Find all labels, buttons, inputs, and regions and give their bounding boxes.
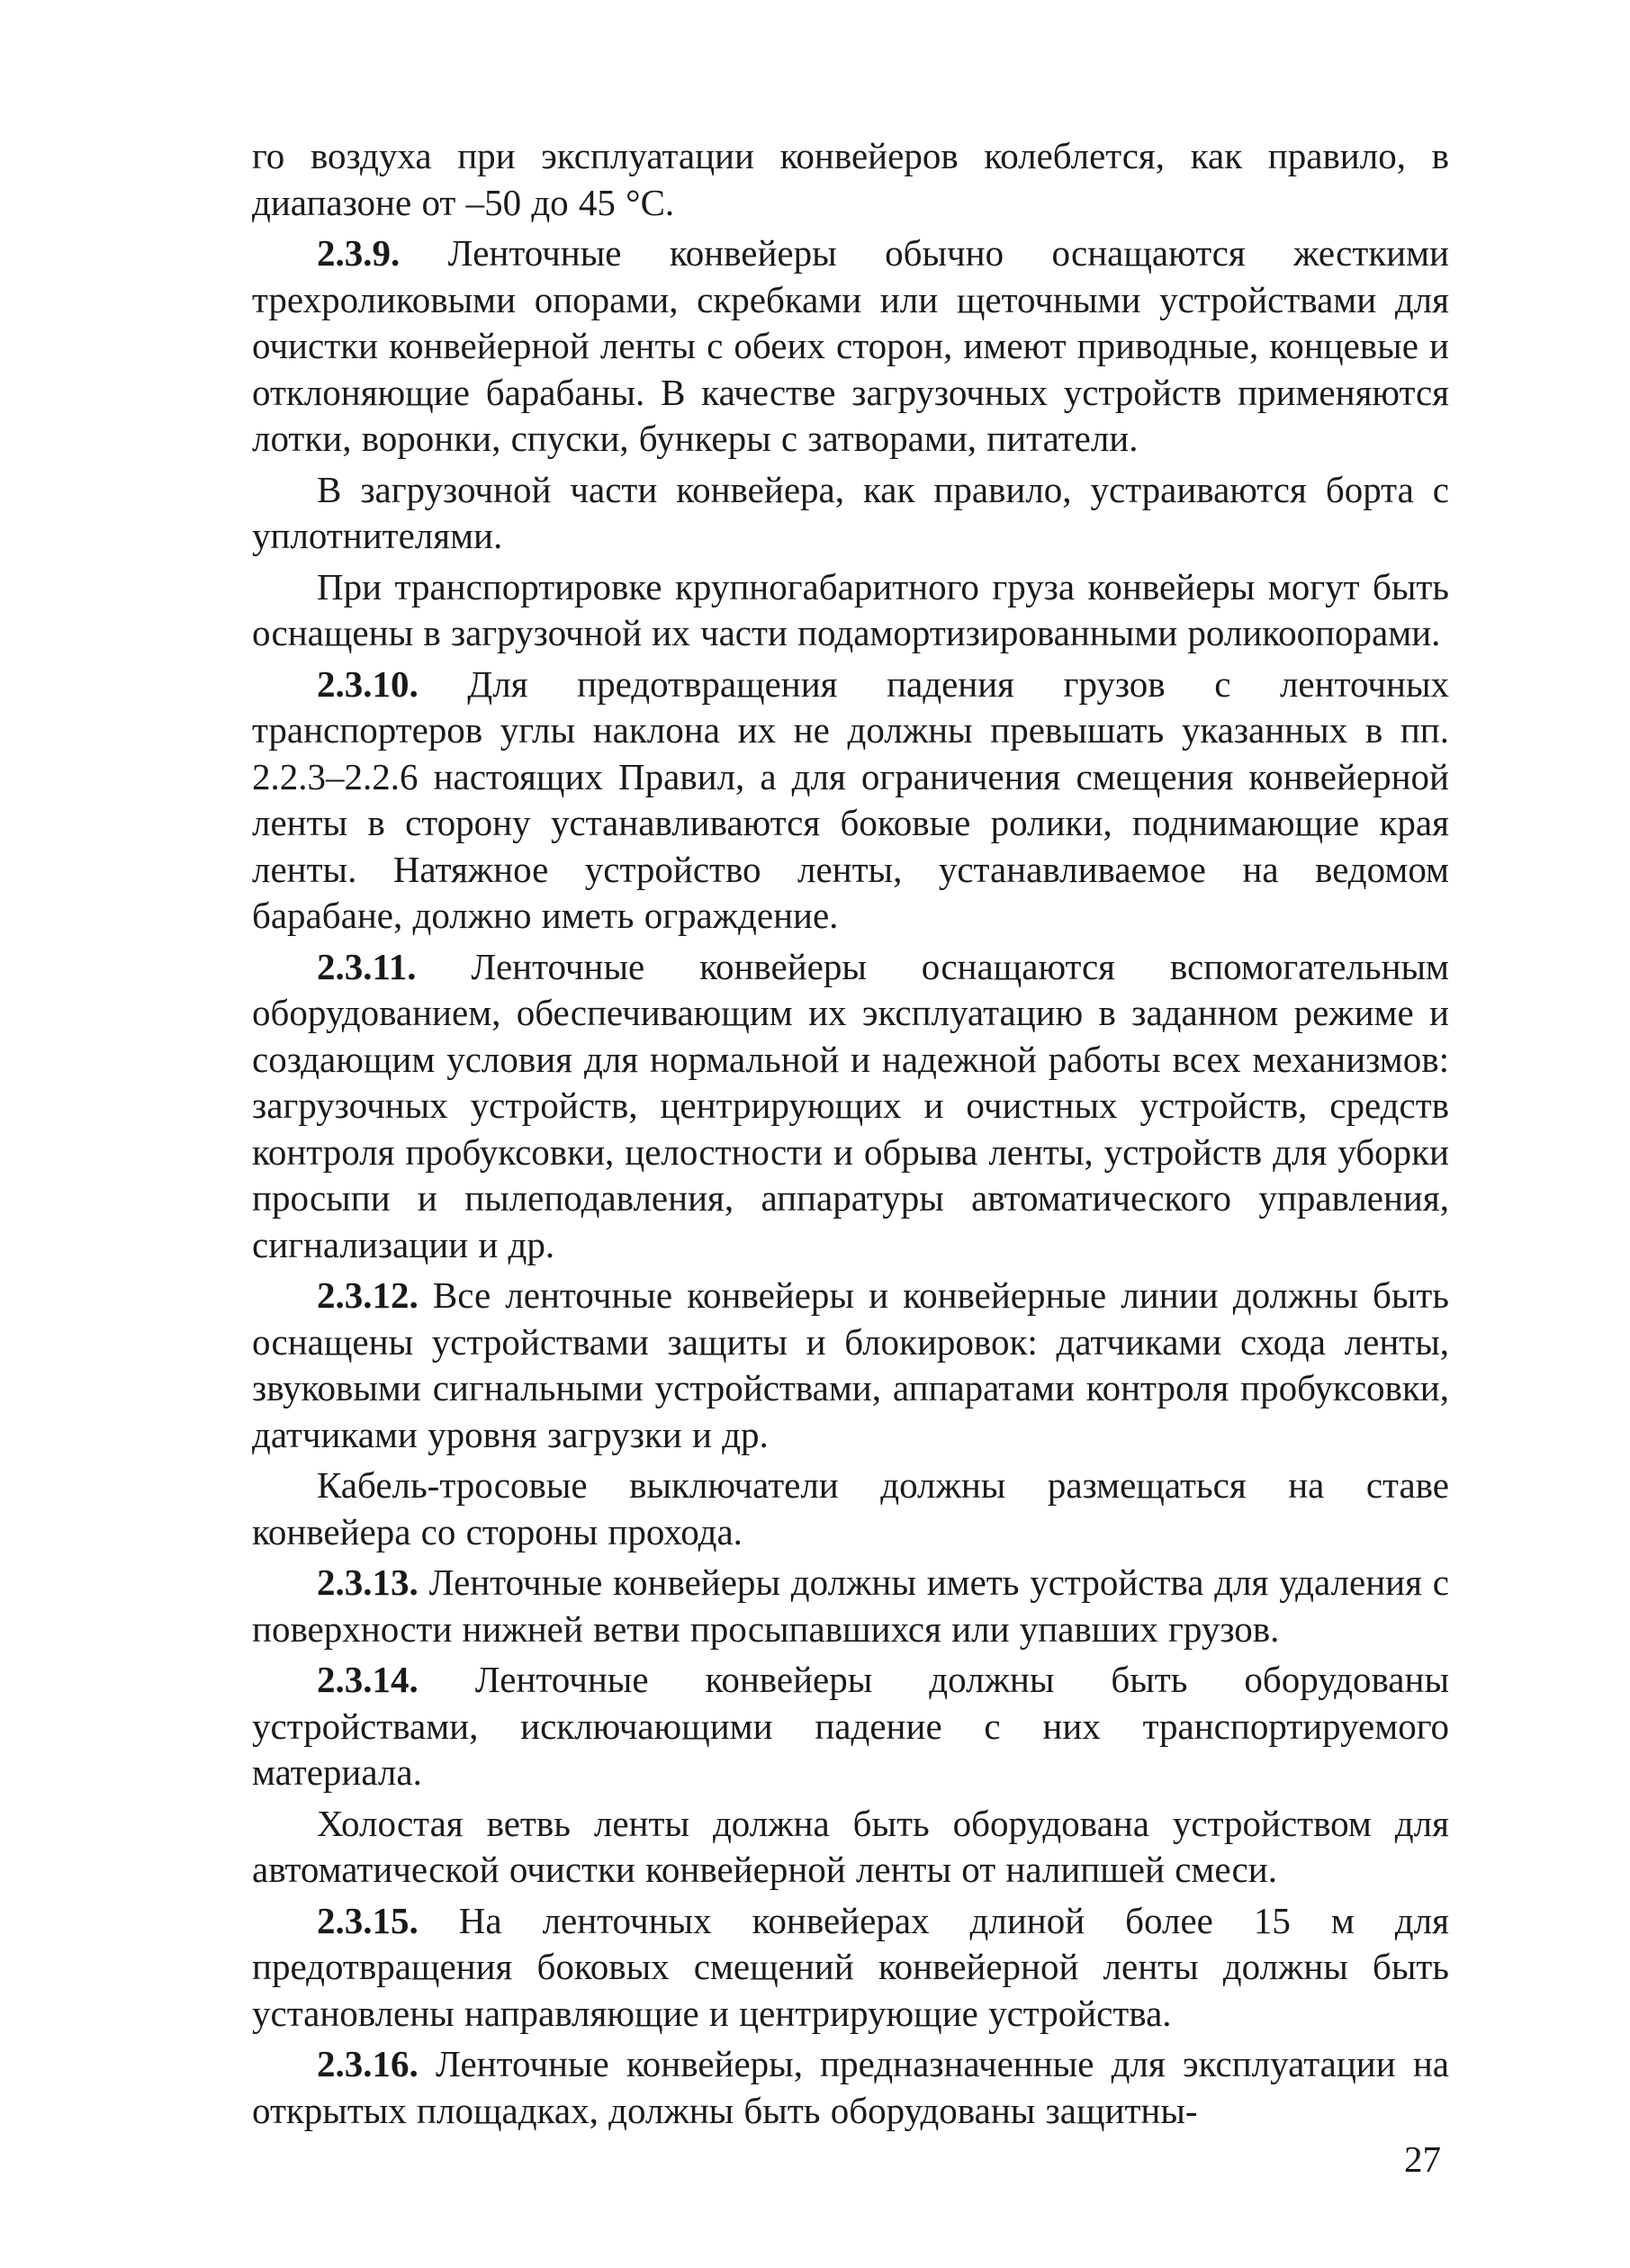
- clause-number: 2.3.16.: [317, 2043, 419, 2084]
- paragraph-2-3-16: [252, 2041, 1449, 2134]
- paragraph-2-3-15: [252, 1898, 1449, 2038]
- paragraph-text: При транспортировке крупногабаритного груза конвейеры могут быть оснащены в загрузочной их части подамортизированными роликоопорами.: [252, 565, 1449, 653]
- paragraph-2-3-10: [252, 662, 1449, 940]
- paragraph-text: На ленточных конвейерах длиной более 15 м для предотвращения боковых смещений конвейерной ленты должны быть установлены направляющие и центрирующие устройства.: [252, 1899, 1449, 2034]
- paragraph-text: Ленточные конвейеры оснащаются вспомогательным оборудованием, обеспечивающим их эксплуатацию в заданном режиме и создающим условия для нормальной и надежной работы всех механизмов: загрузочных устройств, центрирующих и очистных устройств, средств контроля пробуксовки, целостности и обрыва ленты, устройств для уборки просыпи и пылеподавления, аппаратуры автоматического управления, сигнализации и др.: [252, 945, 1449, 1265]
- paragraph-2-3-12: [252, 1273, 1449, 1458]
- paragraph-2-3-11: [252, 944, 1449, 1269]
- clause-number: 2.3.11.: [317, 945, 417, 987]
- paragraph-text: Кабель-тросовые выключатели должны размещаться на ставе конвейера со стороны прохода.: [252, 1464, 1449, 1552]
- clause-number: 2.3.14.: [317, 1659, 419, 1700]
- paragraph-text: Для предотвращения падения грузов с ленточных транспортеров углы наклона их не должны превышать указанных в пп. 2.2.3–2.2.6 настоящих Правил, а для ограничения смещения конвейерной ленты в сторону устанавливаются боковые ролики, поднимающие края ленты. Натяжное устройство ленты, устанавливаемое на ведомом барабане, должно иметь ограждение.: [252, 662, 1449, 936]
- page-number: 27: [1404, 2138, 1441, 2180]
- clause-number: 2.3.10.: [317, 662, 419, 705]
- paragraph-text: го воздуха при эксплуатации конвейеров колеблется, как правило, в диапазоне от –50 до 45 °С.: [252, 135, 1449, 223]
- paragraph-2-3-13: [252, 1560, 1449, 1652]
- paragraph-2-3-14: [252, 1657, 1449, 1796]
- paragraph-text: Ленточные конвейеры, предназначенные для эксплуатации на открытых площадках, должны быть оборудованы защитны-: [252, 2043, 1449, 2131]
- paragraph-idle-branch: [252, 1801, 1449, 1894]
- page-body: [252, 133, 1449, 2138]
- clause-number: 2.3.12.: [317, 1274, 419, 1316]
- paragraph-text: Все ленточные конвейеры и конвейерные линии должны быть оснащены устройствами защиты и блокировок: датчиками схода ленты, звуковыми сигнальными устройствами, аппаратами контроля пробуксовки, датчиками уровня загрузки и др.: [252, 1274, 1449, 1455]
- paragraph-cable-switches: [252, 1462, 1449, 1555]
- clause-number: 2.3.13.: [317, 1562, 419, 1603]
- paragraph-text: Ленточные конвейеры должны иметь устройства для удаления с поверхности нижней ветви просыпавшихся или упавших грузов.: [252, 1562, 1449, 1650]
- paragraph-text: В загрузочной части конвейера, как правило, устраиваются борта с уплотнителями.: [252, 468, 1449, 556]
- clause-number: 2.3.15.: [317, 1899, 419, 1941]
- paragraph-2-3-9: [252, 230, 1449, 463]
- paragraph-text: Ленточные конвейеры обычно оснащаются жесткими трехроликовыми опорами, скребками или щеточными устройствами для очистки конвейерной ленты с обеих сторон, имеют приводные, концевые и отклоняющие барабаны. В качестве загрузочных устройств применяются лотки, воронки, спуски, бункеры с затворами, питатели.: [252, 232, 1449, 459]
- paragraph-text: Ленточные конвейеры должны быть оборудованы устройствами, исключающими падение с них транспортируемого материала.: [252, 1659, 1449, 1793]
- paragraph-loading-section: [252, 467, 1449, 560]
- clause-number: 2.3.9.: [317, 232, 401, 274]
- paragraph-continuation: [252, 133, 1449, 226]
- paragraph-large-cargo: [252, 564, 1449, 657]
- paragraph-text: Холостая ветвь ленты должна быть оборудована устройством для автоматической очистки конвейерной ленты от налипшей смеси.: [252, 1802, 1449, 1890]
